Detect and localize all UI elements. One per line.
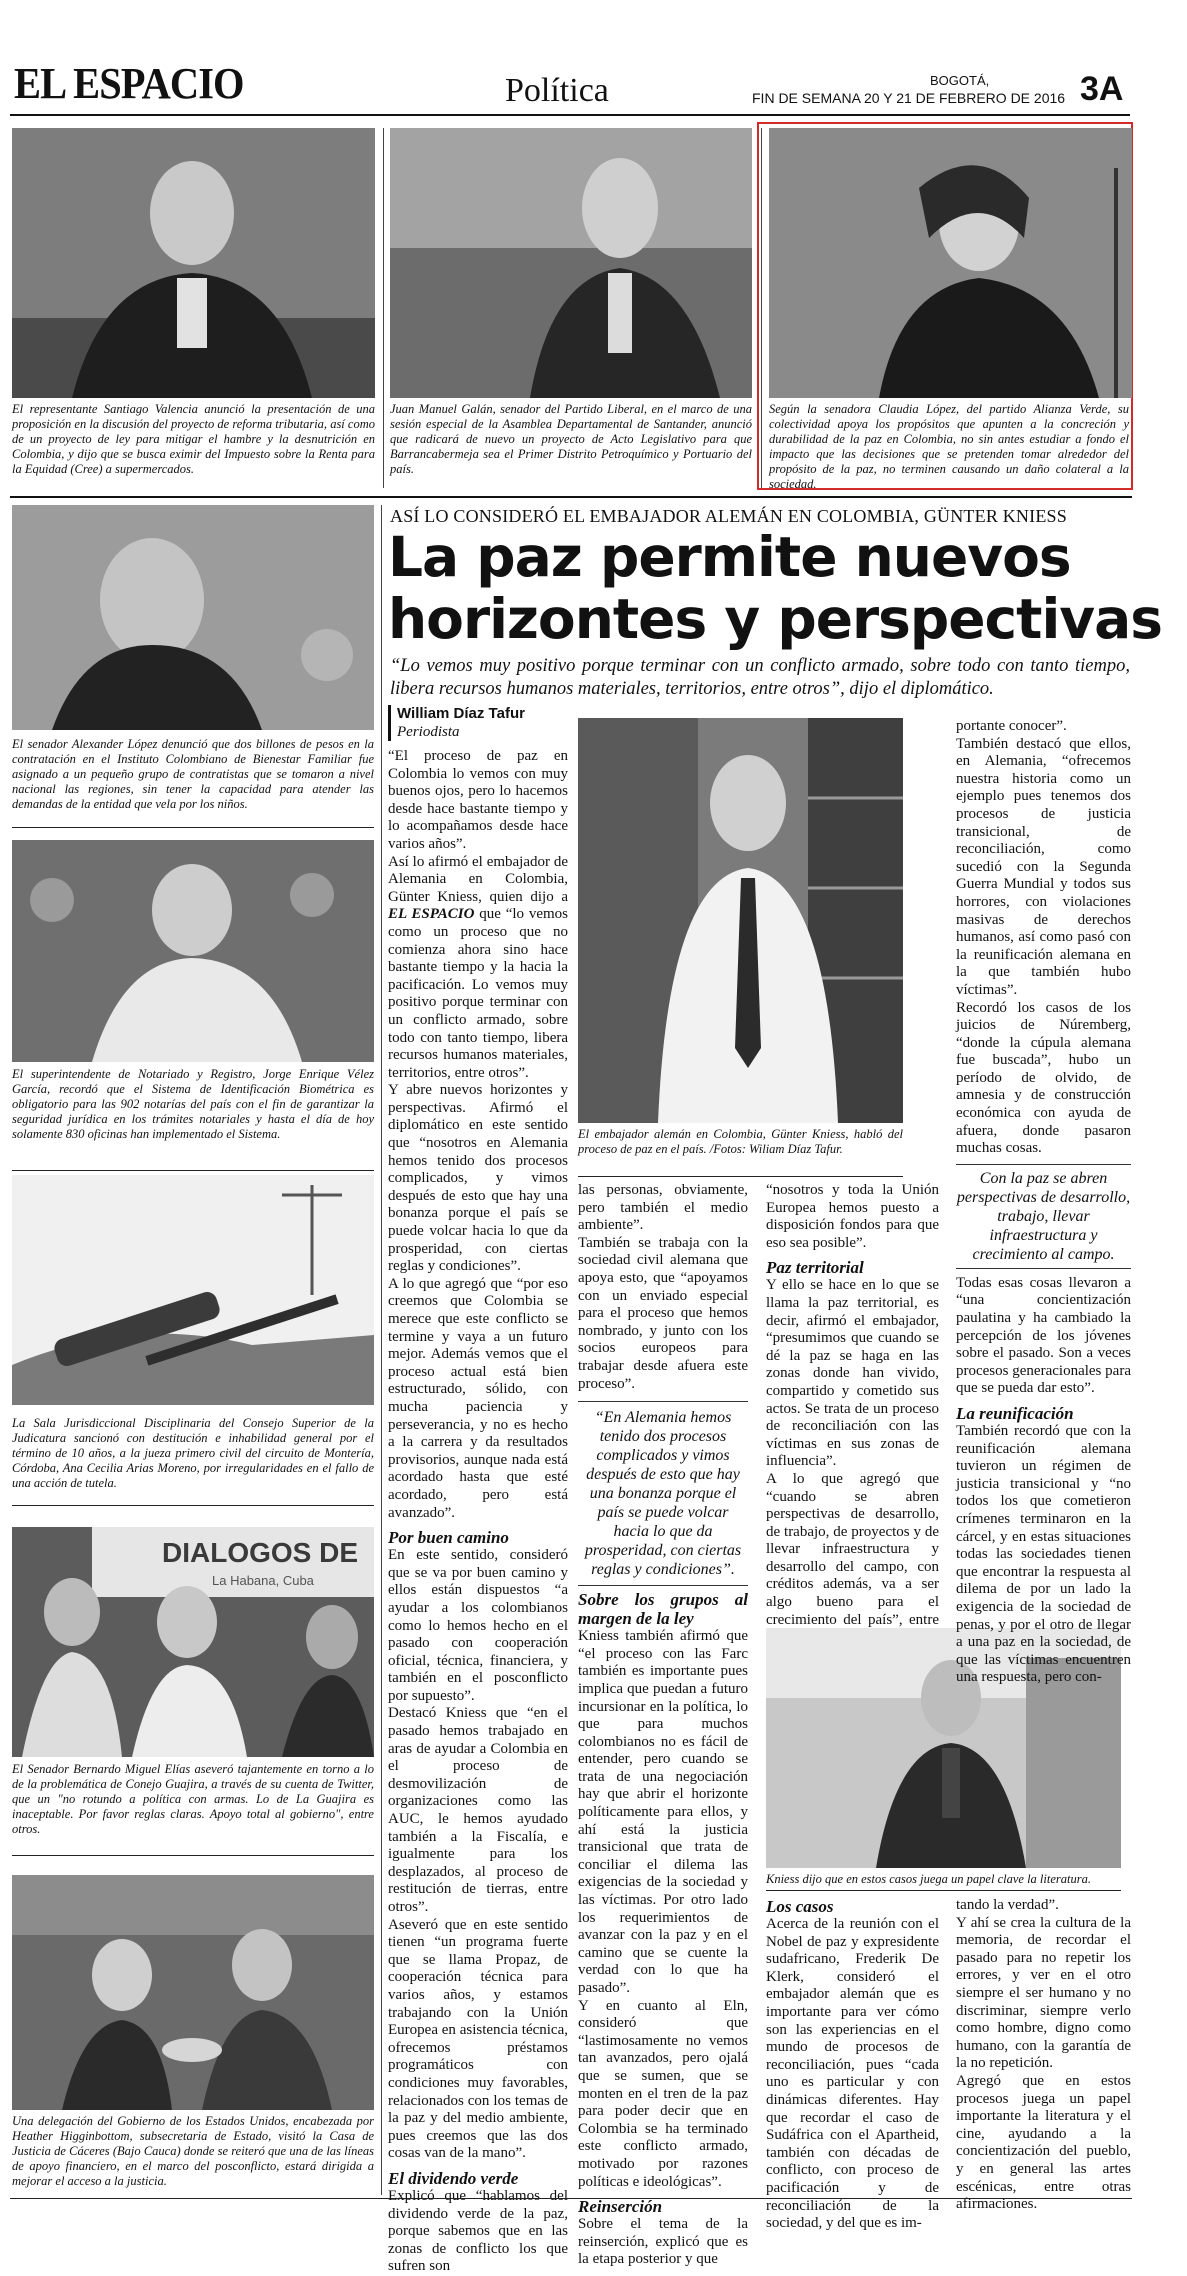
dateline-date: FIN DE SEMANA 20 Y 21 DE FEBRERO DE 2016	[752, 90, 1066, 106]
article-paragraph: “nosotros y toda la Unión Europea hemos puesto a disposición fondos para que eso sea posible”.	[766, 1182, 939, 1251]
bottom-rule	[10, 2198, 1132, 2199]
caption-side-4: El Senador Bernardo Miguel Elías aseveró tajantemente en torno a lo de la problemática de Conejo Guajira, a través de su cuenta de Twitter, que un "no rotundo a política con armas. Lo de La Guajira es inaceptable. Por favor reglas claras. Apoyo total al gobierno", entre otros.	[12, 1762, 374, 1836]
article-paragraph: Sobre el tema de la reinserción, explicó que es la etapa posterior y que	[578, 2216, 748, 2268]
article-paragraph: También destacó que ellos, en Alemania, “ofrecemos nuestra historia como un ejemplo pues tenemos dos procesos de justicia transicional, de reconciliación, como sucedió con la Segunda Guerra Mundial y todos sus horrores, con violaciones masivas de derechos humanos, así como pasó con la reunificación alemana en la que también hubo víctimas”.	[956, 735, 1131, 998]
headline-line-1: La paz permite nuevos	[388, 525, 1071, 589]
article-paragraph: A lo que agregó que “cuando se abren perspectivas de desarrollo, de trabajo, de proyectos y de llevar infraestructura y desarrollo del campo, con créditos además, va a ser algo bueno para el crecimiento del país”, entre	[766, 1470, 939, 1628]
article-paragraph: tando la verdad”.	[956, 1897, 1059, 1913]
article-paragraph: En este sentido, consideró que se va por buen camino y ellos están dispuestos “a ayudar a los colombianos como lo hemos hecho en el pasado con cooperación oficial, técnica, financiera, y también en el posconflicto por supuesto”.	[388, 1547, 568, 1704]
sidebar-rule	[12, 1855, 374, 1856]
sidebar-rule	[12, 1170, 374, 1171]
byline-name: William Díaz Tafur	[397, 705, 525, 722]
article-paragraph: Destacó Kniess que “en el pasado hemos trabajado en aras de ayudar a Colombia en el proceso de desmovilización de organizaciones como las AUC, le hemos ayudado también a la Fiscalía, e igualmente para los desplazados, al proceso de restitución de tierras, entre otros”.	[388, 1705, 568, 1915]
column-divider	[761, 128, 762, 488]
photo-jorge-velez	[12, 840, 374, 1062]
article-paragraph: Agregó que en estos procesos juega un papel importante la literatura y el cine, ayudando a la concientización del pueblo, y en general las artes escénicas, entre otras afirmaciones.	[956, 2072, 1131, 2213]
article-kicker: ASÍ LO CONSIDERÓ EL EMBAJADOR ALEMÁN EN COLOMBIA, GÜNTER KNIESS	[390, 506, 1067, 526]
photo-juan-manuel-galan	[390, 128, 752, 398]
article-paragraph: A lo que agregó que “por eso creemos que Colombia se merece que este conflicto se termine y vaya a un futuro mejor. Además vemos que el proceso actual está bien estructurado, sólido, con mucha paciencia y perseverancia, y no es hecho a la carrera y da resultados provisorios, aunque nada está acordado hasta que esté acordado, pero está avanzado”.	[388, 1275, 568, 1521]
photo-claudia-lopez	[769, 128, 1132, 398]
photo-santiago-valencia	[12, 128, 375, 398]
photo-gavel	[12, 1175, 374, 1405]
photo-bernardo-elias	[12, 1527, 374, 1757]
article-column-3-lower	[766, 1897, 939, 2232]
article-column-1	[388, 748, 568, 2275]
article-paragraph: Explicó que “hablamos del dividendo verde de la paz, porque sabemos que en las zonas de conflicto los que sufren son	[388, 2187, 568, 2275]
article-paragraph: las personas, obviamente, pero también el medio ambiente”.	[578, 1182, 748, 1234]
caption-top-3: Según la senadora Claudia López, del partido Alianza Verde, su colectividad apoya los propósitos que apunten a la concreción y durabilidad de la paz en Colombia, no sin antes estudiar a fondo el impacto que las decisiones que se pretenden tomar alrededor del propósito de la paz, no terminen causando un daño colateral a la sociedad.	[769, 402, 1129, 491]
section-rule	[10, 496, 1132, 498]
masthead-rule	[10, 114, 1130, 116]
masthead	[0, 0, 1187, 120]
pull-quote-perspectivas	[956, 1164, 1131, 1269]
subhead-buen-camino: Por buen camino	[388, 1528, 509, 1548]
column-divider	[383, 128, 384, 488]
article-paragraph: Y ello se hace en lo que se llama la paz territorial, es decir, afirmó el embajador, “presumimos que cuando se dé la paz se haga en las zonas donde han vivido, compartido y cometido sus actos. Se trata de un proceso de reconciliación con las víctimas en sus zonas de influencia”.	[766, 1277, 939, 1470]
article-column-3	[766, 1182, 939, 1628]
article-paragraph: Kniess también afirmó que “el proceso con las Farc también es importante pues implica que puedan a futuro incursionar en la política, lo que para muchos colombianos no es fácil de entender, pero cuando se trata de una negociación hay que abrir el horizonte políticamente para ellos, y ahí está la justicia transicional que trata de conciliar el dilema las exigencias de la sociedad y las víctimas. Por otro lado los requerimientos de avanzar con la paz y en el camino que se cuente la verdad con lo que ha pasado”.	[578, 1628, 748, 1996]
article-paragraph: Y abre nuevos horizontes y perspectivas. Afirmó el diplomático en este sentido que “nosotros en Alemania hemos tenido dos procesos complicados, y vimos después de esto que hay una bonanza porque el país se puede volcar hacia lo que da prosperidad, con ciertas reglas y condiciones”.	[388, 1082, 568, 1275]
article-paragraph: Aseveró que en este sentido tienen “un programa fuerte que se llama Propaz, de cooperación técnica para varios años, y estamos trabajando con la Unión Europea en asistencia técnica, ofrecemos préstamos programáticos con condiciones muy favorables, relacionados con los temas de la paz y del medio ambiente, pues creemos que las dos cosas van de la mano”.	[388, 1916, 568, 2162]
byline	[388, 705, 525, 741]
article-paragraph: Y ahí se crea la cultura de la memoria, de recordar el pasado para no repetir los errores, y ver en el otro siempre el ser humano y no discriminar, siempre verlo como hombre, digno como humano, con la garantía de la no repetición.	[956, 1914, 1131, 2072]
article-deck: “Lo vemos muy positivo porque terminar con un conflicto armado, sobre todo con tanto tiempo, libera recursos humanos materiales, territorios, entre otros”, dijo el diplomático.	[390, 656, 1130, 699]
masthead-logo: EL ESPACIO	[14, 59, 244, 108]
photo-banner-text: DIALOGOS DE	[162, 1537, 359, 1568]
page-number: 3A	[1080, 70, 1124, 108]
article-paragraph: Así lo afirmó el embajador de Alemania en Colombia, Günter Kniess, quien dijo a EL ESPACIO que “lo vemos como un proceso que no comienza ahora sino hace bastante tiempo y la hacia la pacificación. Lo vemos muy positivo porque terminar con un conflicto armado, sobre todo con tanto tiempo, libera recursos humanos materiales, territorios, entre otros”.	[388, 853, 568, 1081]
caption-kniess-second: Kniess dijo que en estos casos juega un papel clave la literatura.	[766, 1872, 1091, 1886]
pull-quote-alemania	[578, 1401, 748, 1579]
brand-mention: EL ESPACIO	[388, 906, 475, 923]
caption-side-2: El superintendente de Notariado y Registro, Jorge Enrique Vélez García, recordó que el Sistema de Identificación Biométrica es obligatorio para las 902 notarías del país con el fin de garantizar la seguridad jurídica en los trámites notariales y hasta el día de hoy solamente 830 oficinas han implementado el Sistema.	[12, 1067, 374, 1141]
photo-rule	[766, 1890, 1121, 1891]
photo-us-delegation	[12, 1875, 374, 2110]
article-paragraph: “El proceso de paz en Colombia lo vemos con muy buenos ojos, pero lo hacemos desde hace bastante tiempo y lo acompañamos desde hace varios años”.	[388, 748, 568, 852]
sidebar-rule	[12, 1505, 374, 1506]
article-paragraph: Acerca de la reunión con el Nobel de paz y expresidente sudafricano, Frederik De Klerk, consideró el embajador alemán que es importante para ver cómo son las experiencias en el mundo de procesos de reconciliación, pues “cada uno es particular y con dinámicas diferentes. Hay que recordar el caso de Sudáfrica con el Apartheid, también con décadas de conflicto, con proceso de pacificación y de reconciliación de la sociedad, y del que es im-	[766, 1916, 939, 2232]
photo-gunter-kniess	[578, 718, 903, 1123]
article-paragraph: Recordó los casos de los juicios de Núremberg, “donde la cúpula alemana fue buscada”, hubo un período de olvido, de amnesia y de construcción económica con ayuda de afuera, donde pasaron muchas cosas.	[956, 999, 1131, 1157]
article-column-2	[578, 1182, 748, 2268]
article-paragraph: portante conocer”.	[956, 718, 1067, 734]
caption-side-1: El senador Alexander López denunció que dos billones de pesos en la contratación en el Instituto Colombiano de Bienestar Familiar fue asignado a un pequeño grupo de contratistas que se tomaron a nivel nacional las regiones, sin tener la capacidad para atender las demandas de la entidad que vela por los niños.	[12, 737, 374, 811]
subhead-dividendo-verde: El dividendo verde	[388, 2168, 519, 2188]
article-paragraph: Y en cuanto al Eln, consideró que “lastimosamente no vemos tan avanzados, pero ojalá que se sumen, que se monten en el tren de la paz para poder decir que en Colombia se ha terminado este conflicto armado, motivado por razones políticas e ideológicas”.	[578, 1997, 748, 2190]
article-column-4	[956, 718, 1131, 1686]
subhead-los-casos: Los casos	[766, 1897, 834, 1916]
article-paragraph: También recordó que con la reunificación alemana tuvieron un régimen de justicia transicional y “no todos los que cometieron crímenes terminaron en la cárcel, y en estas situaciones todas las sociedades tienen que encontrar la respuesta al dilema de por un lado la exigencia de la sociedad de penas, y por el otro de llegar a una paz en la sociedad, de que las víctimas encuentren una respuesta, pero con-	[956, 1423, 1131, 1686]
dateline-city: BOGOTÁ,	[930, 73, 990, 88]
caption-top-2: Juan Manuel Galán, senador del Partido Liberal, en el marco de una sesión especial de la Asamblea Departamental de Santander, anunció que radicará de nuevo un proyecto de Acto Legislativo para que Barrancabermeja sea el Primer Distrito Petroquímico y Portuario del país.	[390, 402, 752, 476]
photo-banner-sub: La Habana, Cuba	[212, 1573, 314, 1588]
photo-alexander-lopez	[12, 505, 374, 730]
article-paragraph: Todas esas cosas llevaron a “una concientización paulatina y ha cambiado la percepción de los jóvenes sobre el pasado. Son a veces procesos generacionales para que se pueda dar esto”.	[956, 1274, 1131, 1397]
caption-side-5: Una delegación del Gobierno de los Estados Unidos, encabezada por Heather Higginbottom, subsecretaria de Estado, visitó la Casa de Justicia de Cáceres (Bajo Cauca) donde se reiteró que una de las líneas de apoyo financiero, en el marco del posconflicto, estará dirigida a mejorar el acceso a la justicia.	[12, 2114, 374, 2188]
photo-rule	[578, 1176, 903, 1177]
article-paragraph: También se trabaja con la sociedad civil alemana que apoya esto, que “apoyamos con un enviado especial para el proceso que hemos nombrado, y junto con los socios europeos para trabajar desde afuera este proceso”.	[578, 1234, 748, 1392]
sidebar-divider	[381, 505, 382, 2195]
headline-line-2: horizontes y perspectivas	[388, 587, 1163, 651]
caption-side-3: La Sala Jurisdiccional Disciplinaria del Consejo Superior de la Judicatura sancionó con destitución e inhabilidad general por el término de 10 años, a la jueza primero civil del circuito de Montería, Córdoba, Ana Cecilia Arias Moreno, por irregularidades en el fallo de una acción de tutela.	[12, 1416, 374, 1490]
caption-kniess-photo: El embajador alemán en Colombia, Günter Kniess, habló del proceso de paz en el país. /Fotos: Wiliam Díaz Tafur.	[578, 1127, 903, 1156]
section-title: Política	[505, 72, 609, 109]
byline-role: Periodista	[397, 724, 460, 740]
caption-top-1: El representante Santiago Valencia anunció la presentación de una proposición en la discusión del proyecto de reforma tributaria, así como de un proyecto de ley para mitigar el hambre y la desnutrición en Colombia, y dijo que se busca eximir del Impuesto sobre la Renta para la Equidad (Cree) a supermercados.	[12, 402, 375, 476]
subhead-reunificacion: La reunificación	[956, 1404, 1074, 1423]
pull-quote-text: Con la paz se abren perspectivas de desarrollo, trabajo, llevar infraestructura y crecimiento al campo.	[956, 1169, 1131, 1263]
subhead-reinsercion: Reinserción	[578, 2197, 663, 2217]
subhead-grupos-margen: Sobre los grupos al margen de la ley	[578, 1585, 748, 1628]
sidebar-rule	[12, 827, 374, 828]
pull-quote-text: “En Alemania hemos tenido dos procesos complicados y vimos después de esto que hay una bonanza porque el país se puede volcar hacia lo que da prosperidad, con ciertas reglas y condiciones”.	[584, 1409, 742, 1579]
article-column-4-lower	[956, 1897, 1131, 2213]
subhead-paz-territorial: Paz territorial	[766, 1258, 864, 1278]
